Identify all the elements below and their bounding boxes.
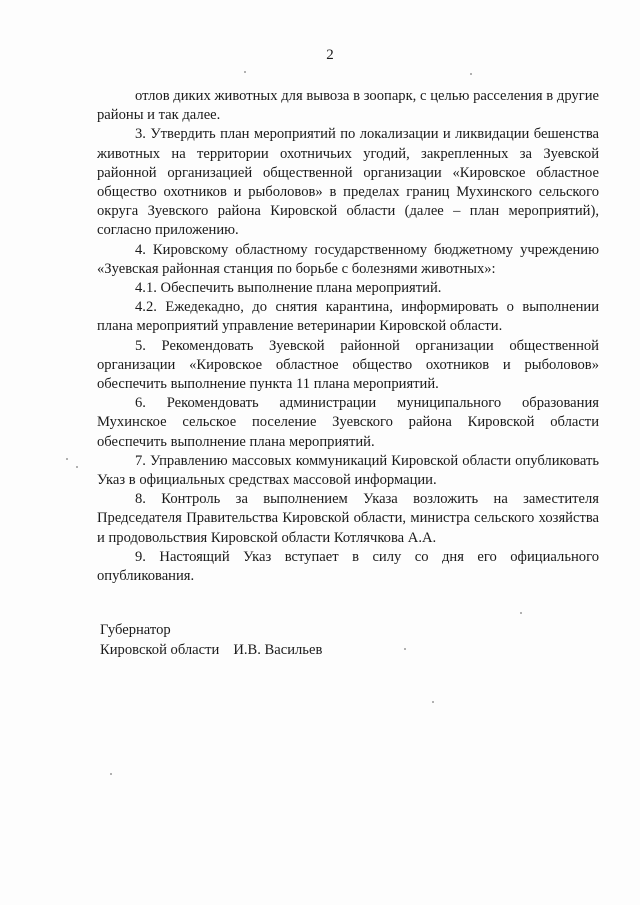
document-body bbox=[97, 87, 599, 586]
scan-speck bbox=[470, 73, 472, 75]
scan-speck bbox=[76, 466, 78, 468]
paragraph-6-recommend: 6. Рекомендовать администрации муниципального образования Мухинское сельское поселение Зуевского района Кировской области обеспечить выполнение плана мероприятий. bbox=[97, 395, 599, 450]
paragraph-5-recommend: 5. Рекомендовать Зуевской районной организации общественной организации «Кировское областное общество охотников и рыболовов» обеспечить выполнение пункта 11 плана мероприятий. bbox=[97, 337, 599, 393]
scan-speck bbox=[520, 612, 522, 614]
paragraph-continuation: отлов диких животных для вывоза в зоопарк, с целью расселения в другие районы и так далее. bbox=[97, 88, 599, 124]
signature-block bbox=[100, 620, 322, 660]
scan-speck bbox=[66, 458, 68, 460]
paragraph-7-publish: 7. Управлению массовых коммуникаций Кировской области опубликовать Указ в официальных средствах массовой информации. bbox=[97, 452, 599, 489]
signatory-line bbox=[100, 640, 322, 660]
scan-speck bbox=[404, 648, 406, 650]
paragraph-8-control: 8. Контроль за выполнением Указа возложить на заместителя Председателя Правительства Кировской области, министра сельского хозяйства и продовольствия Кировской области Котлячкова А.А. bbox=[97, 491, 599, 546]
scan-speck bbox=[432, 701, 434, 703]
paragraph-4-institution: 4. Кировскому областному государственному бюджетному учреждению «Зуевская районная станция по борьбе с болезнями животных»: bbox=[97, 241, 599, 277]
paragraph-4-1: 4.1. Обеспечить выполнение плана мероприятий. bbox=[135, 280, 442, 297]
signatory-title: Губернатор bbox=[100, 622, 171, 638]
signatory-region: Кировской области bbox=[100, 642, 220, 658]
paragraph-3-approve-plan: 3. Утвердить план мероприятий по локализации и ликвидации бешенства животных на территории охотничьих угодий, закрепленных за Зуевской районной организацией общественной организации «Кировское областное общество охотников и рыболовов» в пределах границ Мухинского сельского округа Зуевского района Кировской области (далее – план мероприятий), согласно приложению. bbox=[97, 126, 599, 239]
page-number: 2 bbox=[326, 47, 334, 63]
paragraph-9-effective: 9. Настоящий Указ вступает в силу со дня его официального опубликования. bbox=[97, 548, 599, 585]
signatory-name: И.В. Васильев bbox=[233, 642, 323, 658]
paragraph-4-2: 4.2. Ежедекадно, до снятия карантина, информировать о выполнении плана мероприятий управление ветеринарии Кировской области. bbox=[97, 299, 599, 335]
scan-speck bbox=[110, 773, 112, 775]
scan-speck bbox=[244, 71, 246, 73]
